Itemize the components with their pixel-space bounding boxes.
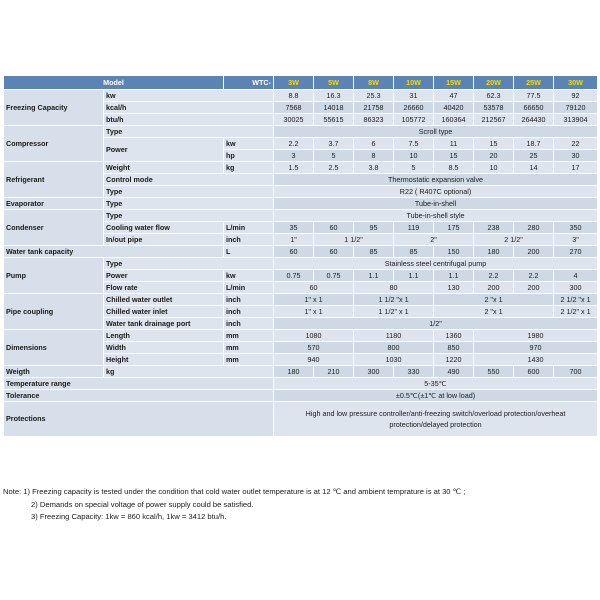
cell: 62.3 (474, 90, 514, 102)
cell: 18.7 (514, 138, 554, 150)
cell: 1.1 (394, 270, 434, 282)
notes (3, 486, 597, 524)
cell: 850 (434, 342, 474, 354)
cell: 150 (434, 246, 474, 258)
cell: 1" x 1 (274, 294, 354, 306)
model-prefix: WTC- (224, 76, 274, 90)
cell: 2 "x 1 (434, 306, 554, 318)
cell: 4 (554, 270, 598, 282)
unit-label: inch (224, 234, 274, 246)
cell: 1030 (354, 354, 434, 366)
cell: 60 (274, 282, 354, 294)
drain-value: 1/2" (274, 318, 598, 330)
height-label: Height (104, 354, 224, 366)
cell: 600 (514, 366, 554, 378)
cell: 26660 (394, 102, 434, 114)
cell: 800 (354, 342, 434, 354)
cell: 7568 (274, 102, 314, 114)
table-row (4, 378, 598, 390)
cell: 1.5 (274, 162, 314, 174)
freezing-capacity-label: Freezing Capacity (4, 90, 104, 126)
model-col: 25W (514, 76, 554, 90)
table-row (4, 198, 598, 210)
control-mode-label: Control mode (104, 174, 274, 186)
model-col: 8W (354, 76, 394, 90)
cell: 210 (314, 366, 354, 378)
cell: 1 1/2" (314, 234, 394, 246)
cell: 0.75 (314, 270, 354, 282)
temperature-value: 5-35℃ (274, 378, 598, 390)
unit-label: inch (224, 318, 274, 330)
table-row (4, 294, 598, 306)
cell: 105772 (394, 114, 434, 126)
cell: 30 (554, 150, 598, 162)
tolerance-label: Tolerance (4, 390, 274, 402)
type-label: Type (104, 210, 274, 222)
unit-label: kw (224, 138, 274, 150)
cell: 60 (314, 246, 354, 258)
cell: 2 1/2" x 1 (554, 306, 598, 318)
tank-label: Water tank capacity (4, 246, 224, 258)
cell: 180 (274, 366, 314, 378)
cell: 1" x 1 (274, 306, 354, 318)
refrigerant-label: Refrigerant (4, 162, 104, 198)
unit-label: mm (224, 330, 274, 342)
pipe-coupling-label: Pipe coupling (4, 294, 104, 330)
refrigerant-type-value: R22 ( R407C optional) (274, 186, 598, 198)
type-label: Type (104, 126, 274, 138)
cell: 31 (394, 90, 434, 102)
drain-label: Water tank drainage port (104, 318, 224, 330)
cell: 1430 (474, 354, 598, 366)
cell: 0.75 (274, 270, 314, 282)
outlet-label: Chilled water outlet (104, 294, 224, 306)
protections-value: High and low pressure controller/anti-freezing switch/overload protection/overheat protection/delayed protection (274, 402, 598, 437)
cell: 1" (274, 234, 314, 246)
table-row (4, 258, 598, 270)
cell: 3 (274, 150, 314, 162)
cell: 66650 (514, 102, 554, 114)
cell: 3.7 (314, 138, 354, 150)
cell: 264430 (514, 114, 554, 126)
power-label: Power (104, 270, 224, 282)
model-col: 5W (314, 76, 354, 90)
flow-rate-label: Flow rate (104, 282, 224, 294)
cell: 35 (274, 222, 314, 234)
tolerance-value: ±0.5℃(±1℃ at low load) (274, 390, 598, 402)
table-row (4, 210, 598, 222)
weight-label: Weigth (4, 366, 104, 378)
kcal-label: kcal/h (104, 102, 274, 114)
type-label: Type (104, 186, 274, 198)
unit-label: inch (224, 306, 274, 318)
cell: 10 (394, 150, 434, 162)
cell: 7.5 (394, 138, 434, 150)
cell: 5 (394, 162, 434, 174)
cell: 130 (434, 282, 474, 294)
weight-label: Weight (104, 162, 224, 174)
cell: 1360 (434, 330, 474, 342)
table-row (4, 390, 598, 402)
cell: 77.5 (514, 90, 554, 102)
inlet-label: Chilled water inlet (104, 306, 224, 318)
cell: 490 (434, 366, 474, 378)
unit-label: inch (224, 294, 274, 306)
cell: 2.2 (514, 270, 554, 282)
cell: 280 (514, 222, 554, 234)
model-col: 3W (274, 76, 314, 90)
cell: 22 (554, 138, 598, 150)
cell: 1 1/2 "x 1 (354, 294, 434, 306)
cell: 313904 (554, 114, 598, 126)
cell: 14018 (314, 102, 354, 114)
cell: 160364 (434, 114, 474, 126)
cell: 15 (474, 138, 514, 150)
cell: 940 (274, 354, 354, 366)
unit-label: L/min (224, 282, 274, 294)
cell: 1.1 (354, 270, 394, 282)
cell: 60 (274, 246, 314, 258)
cell: 1220 (434, 354, 474, 366)
evaporator-label: Evaporator (4, 198, 104, 210)
cell: 119 (394, 222, 434, 234)
btu-label: btu/h (104, 114, 274, 126)
cell: 14 (514, 162, 554, 174)
pump-type-value: Stainless steel centrifugal pump (274, 258, 598, 270)
dimensions-label: Dimensions (4, 330, 104, 366)
cell: 1080 (274, 330, 354, 342)
cell: 86323 (354, 114, 394, 126)
cell: 2.2 (274, 138, 314, 150)
cell: 238 (474, 222, 514, 234)
kw-label: kw (104, 90, 274, 102)
pump-label: Pump (4, 258, 104, 294)
cell: 3.8 (354, 162, 394, 174)
model-header: Model (4, 76, 224, 90)
cell: 200 (474, 282, 514, 294)
model-col: 15W (434, 76, 474, 90)
pipe-label: In/out pipe (104, 234, 224, 246)
cell: 17 (554, 162, 598, 174)
cell: 5 (314, 150, 354, 162)
protections-label: Protections (4, 402, 274, 437)
cooling-flow-label: Cooling water flow (104, 222, 224, 234)
model-col: 30W (554, 76, 598, 90)
model-col: 10W (394, 76, 434, 90)
note-1: Note: 1) Freezing capacity is tested under the condition that cold water outlet temperature is at 12 ℃ and ambient temprature is at 30 ℃ ; (3, 487, 466, 496)
unit-label: L/min (224, 222, 274, 234)
cell: 40420 (434, 102, 474, 114)
cell: 330 (394, 366, 434, 378)
cell: 300 (354, 366, 394, 378)
cell: 25 (514, 150, 554, 162)
cell: 16.3 (314, 90, 354, 102)
cell: 79120 (554, 102, 598, 114)
unit-label: kg (224, 162, 274, 174)
compressor-label: Compressor (4, 126, 104, 162)
cell: 2 "x 1 (434, 294, 554, 306)
cell: 10 (474, 162, 514, 174)
cell: 1980 (474, 330, 598, 342)
cell: 2.5 (314, 162, 354, 174)
cell: 550 (474, 366, 514, 378)
cell: 1 1/2" x 1 (354, 306, 434, 318)
cell: 3" (554, 234, 598, 246)
compressor-type-value: Scroll type (274, 126, 598, 138)
cell: 2 1/2 "x 1 (554, 294, 598, 306)
model-col: 20W (474, 76, 514, 90)
cell: 25.3 (354, 90, 394, 102)
note-3: 3) Freezing Capacity: 1kw = 860 kcal/h, 1kw = 3412 btu/h. (31, 512, 227, 521)
cell: 53578 (474, 102, 514, 114)
cell: 55615 (314, 114, 354, 126)
cell: 15 (434, 150, 474, 162)
width-label: Width (104, 342, 224, 354)
cell: 8 (354, 150, 394, 162)
type-label: Type (104, 198, 274, 210)
cell: 8.8 (274, 90, 314, 102)
cell: 85 (394, 246, 434, 258)
cell: 95 (354, 222, 394, 234)
cell: 570 (274, 342, 354, 354)
cell: 700 (554, 366, 598, 378)
condenser-label: Condenser (4, 210, 104, 246)
condenser-type-value: Tube-in-shell style (274, 210, 598, 222)
cell: 1.1 (434, 270, 474, 282)
cell: 270 (554, 246, 598, 258)
length-label: Length (104, 330, 224, 342)
unit-label: kg (104, 366, 274, 378)
table-row (4, 162, 598, 174)
cell: 350 (554, 222, 598, 234)
cell: 970 (474, 342, 598, 354)
spec-table-wrapper (3, 75, 597, 437)
cell: 80 (354, 282, 434, 294)
cell: 300 (554, 282, 598, 294)
cell: 60 (314, 222, 354, 234)
cell: 1180 (354, 330, 434, 342)
cell: 180 (474, 246, 514, 258)
cell: 11 (434, 138, 474, 150)
unit-label: hp (224, 150, 274, 162)
unit-label: mm (224, 342, 274, 354)
table-row (4, 402, 598, 437)
table-row (4, 366, 598, 378)
unit-label: mm (224, 354, 274, 366)
cell: 2" (394, 234, 474, 246)
evaporator-type-value: Tube-in-shell (274, 198, 598, 210)
cell: 2 1/2" (474, 234, 554, 246)
temperature-label: Temperature range (4, 378, 274, 390)
table-row (4, 330, 598, 342)
cell: 200 (514, 246, 554, 258)
table-row (4, 246, 598, 258)
unit-label: L (224, 246, 274, 258)
cell: 2.2 (474, 270, 514, 282)
cell: 20 (474, 150, 514, 162)
table-row (4, 126, 598, 138)
type-label: Type (104, 258, 274, 270)
spec-table (3, 75, 598, 437)
cell: 175 (434, 222, 474, 234)
cell: 212567 (474, 114, 514, 126)
power-label: Power (104, 138, 224, 162)
cell: 200 (514, 282, 554, 294)
cell: 92 (554, 90, 598, 102)
cell: 6 (354, 138, 394, 150)
header-row (4, 76, 598, 90)
unit-label: kw (224, 270, 274, 282)
table-row (4, 90, 598, 102)
cell: 30025 (274, 114, 314, 126)
cell: 47 (434, 90, 474, 102)
cell: 85 (354, 246, 394, 258)
control-mode-value: Thermostatic expansion valve (274, 174, 598, 186)
cell: 21758 (354, 102, 394, 114)
cell: 8.5 (434, 162, 474, 174)
note-2: 2) Demands on special voltage of power supply could be satisfied. (31, 499, 254, 509)
